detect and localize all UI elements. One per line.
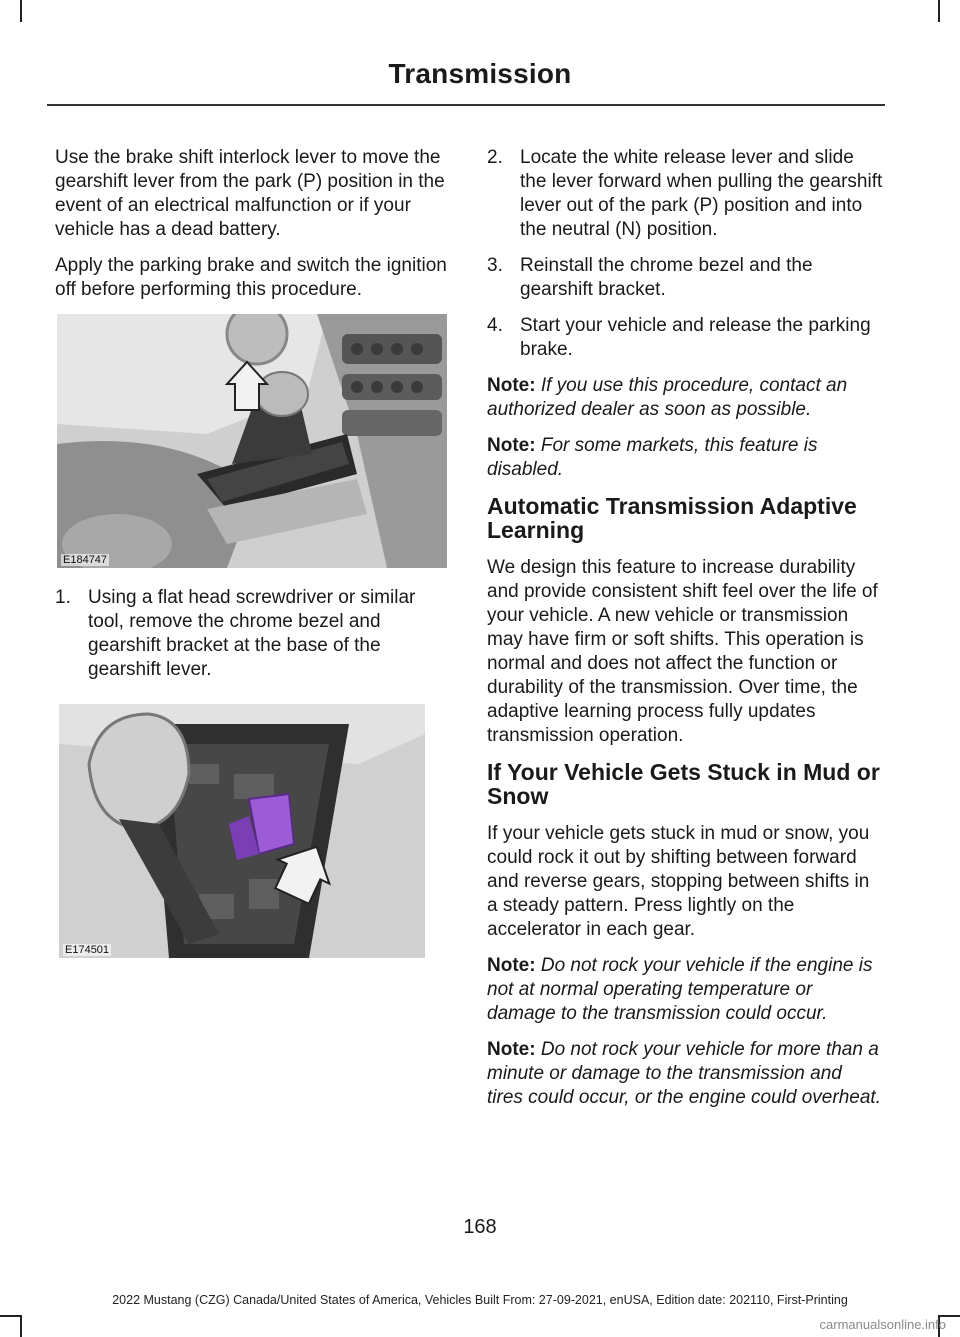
- mud-paragraph: If your vehicle gets stuck in mud or snow, you could rock it out by shifting between forward and reverse gears, stopping between shifts in a steady pattern. Press lightly on the accelerator in each gear.: [487, 823, 870, 940]
- note-text: Do not rock your vehicle for more than a minute or damage to the transmission and tires could occur, or the engine could overheat.: [487, 1039, 881, 1108]
- crop-mark-bottom-left-h: [0, 1315, 22, 1317]
- intro-paragraph: Use the brake shift interlock lever to move the gearshift lever from the park (P) position in the event of an electrical malfunction or if your vehicle has a dead battery.: [55, 147, 445, 240]
- step-2: [487, 146, 883, 242]
- crop-mark-top-left-v: [20, 0, 22, 22]
- figure-gearshift-lever: [57, 314, 447, 568]
- note-label: Note:: [487, 375, 536, 396]
- step-text: Reinstall the chrome bezel and the gearshift bracket.: [520, 255, 813, 300]
- step-number: 3.: [487, 255, 503, 276]
- watermark: carmanualsonline.info: [819, 1317, 946, 1332]
- parking-brake-paragraph: Apply the parking brake and switch the ignition off before performing this procedure.: [55, 255, 447, 300]
- crop-mark-bottom-left-v: [20, 1315, 22, 1337]
- section-heading-mud: If Your Vehicle Gets Stuck in Mud or Snow: [487, 759, 880, 809]
- step-1: [55, 586, 451, 682]
- edition-info: 2022 Mustang (CZG) Canada/United States of America, Vehicles Built From: 27-09-2021, enUSA, Edition date: 202110, First-Printing: [112, 1293, 848, 1307]
- step-3: [487, 254, 883, 302]
- note-markets: [487, 434, 883, 482]
- note-temperature: [487, 954, 883, 1026]
- release-lever-illustration: [59, 704, 425, 958]
- note-text: Do not rock your vehicle if the engine is not at normal operating temperature or damage to the transmission could occur.: [487, 955, 873, 1024]
- step-text: Start your vehicle and release the parking brake.: [520, 315, 871, 360]
- step-number: 2.: [487, 147, 503, 168]
- note-duration: [487, 1038, 883, 1110]
- figure-code: E184747: [63, 554, 108, 566]
- section-heading-adaptive: Automatic Transmission Adaptive Learning: [487, 493, 857, 543]
- note-text: For some markets, this feature is disabled.: [487, 435, 818, 480]
- note-text: If you use this procedure, contact an authorized dealer as soon as possible.: [487, 375, 848, 420]
- figure-code: E174501: [65, 944, 110, 956]
- gearshift-illustration: [57, 314, 447, 568]
- figure-release-lever: [59, 704, 425, 958]
- header-rule: [47, 104, 885, 106]
- crop-mark-top-right-v: [938, 0, 940, 22]
- step-number: 1.: [55, 587, 71, 608]
- note-dealer: [487, 374, 883, 422]
- note-label: Note:: [487, 435, 536, 456]
- left-column: [55, 146, 451, 976]
- page-number: 168: [463, 1216, 497, 1238]
- note-label: Note:: [487, 955, 536, 976]
- note-label: Note:: [487, 1039, 536, 1060]
- step-text: Locate the white release lever and slide the lever forward when pulling the gearshift lever out of the park (P) position and into the neutral (N) position.: [520, 147, 883, 240]
- step-number: 4.: [487, 315, 503, 336]
- adaptive-paragraph: We design this feature to increase durability and provide consistent shift feel over the life of your vehicle. A new vehicle or transmission may have firm or soft shifts. This operation is normal and does not affect the function or durability of the transmission. Over time, the adaptive learning process fully updates transmission operation.: [487, 557, 878, 746]
- step-text: Using a flat head screwdriver or similar tool, remove the chrome bezel and gearshift bracket at the base of the gearshift lever.: [88, 587, 416, 680]
- step-4: [487, 314, 883, 362]
- right-column: [487, 146, 883, 1122]
- page-title: Transmission: [388, 58, 572, 89]
